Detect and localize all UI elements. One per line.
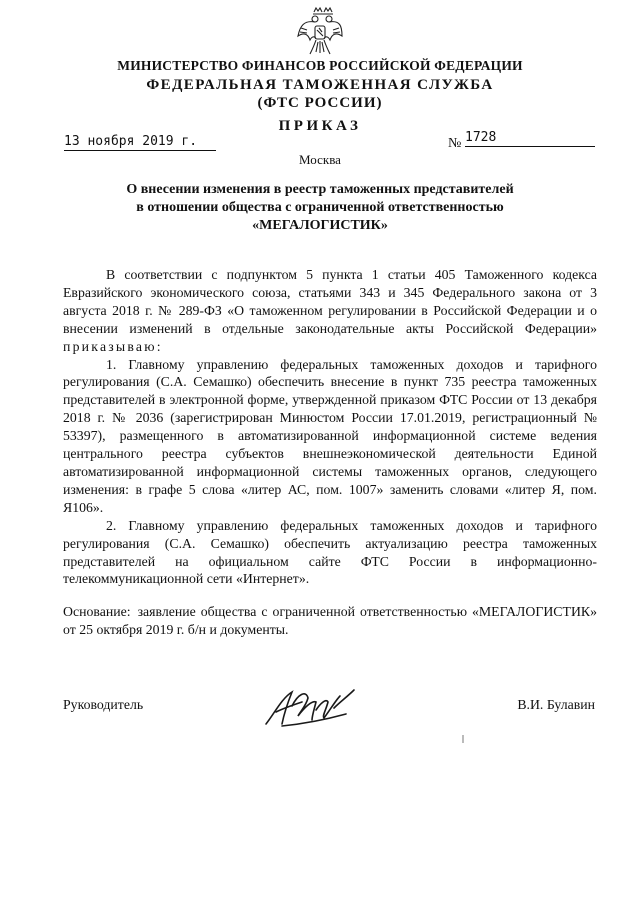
russian-coat-of-arms-icon	[296, 6, 344, 56]
title-line-2: в отношении общества с ограниченной ответственностью	[136, 200, 504, 215]
ministry-name: МИНИСТЕРСТВО ФИНАНСОВ РОССИЙСКОЙ ФЕДЕРАЦИИ	[117, 58, 523, 73]
intro-paragraph	[63, 266, 597, 356]
scan-mark	[462, 735, 464, 743]
signatory-role: Руководитель	[63, 697, 144, 712]
document-body	[63, 266, 597, 588]
document-type: ПРИКАЗ	[278, 118, 362, 134]
city: Москва	[299, 152, 341, 167]
intro-text: В соответствии с подпунктом 5 пункта 1 статьи 405 Таможенного кодекса Евразийского экономического союза, статьями 343 и 345 Федерального закона от 3 августа 2018 г. № 289-ФЗ «О таможенном регулировании в Российской Федерации и о внесении изменений в отдельные законодательные акты Российской Федерации»	[63, 267, 597, 336]
title-line-3: «МЕГАЛОГИСТИК»	[252, 218, 388, 233]
order-word: приказываю:	[63, 338, 163, 354]
basis-paragraph	[63, 603, 597, 639]
handwritten-signature-icon	[262, 684, 362, 730]
item-2: 2. Главному управлению федеральных таможенных доходов и тарифного регулирования (С.А. Семашко) обеспечить актуализацию реестра таможенных представителей на официальном сайте ФТС России в информационно-телекоммуникационной сети «Интернет».	[63, 517, 597, 587]
basis-text: заявление общества с ограниченной ответственностью «МЕГАЛОГИСТИК» от 25 октября 2019 г. б/н и документы.	[63, 604, 598, 637]
title-line-1: О внесении изменения в реестр таможенных представителей	[126, 182, 514, 197]
service-name: ФЕДЕРАЛЬНАЯ ТАМОЖЕННАЯ СЛУЖБА	[146, 77, 494, 93]
number-sign: №	[448, 136, 462, 151]
order-number: 1728	[465, 130, 595, 147]
service-abbreviation: (ФТС РОССИИ)	[257, 95, 383, 111]
basis-label: Основание:	[63, 604, 131, 619]
document-title	[60, 181, 580, 235]
item-1: 1. Главному управлению федеральных таможенных доходов и тарифного регулирования (С.А. Семашко) обеспечить внесение в пункт 735 реестра таможенных представителей в электронной форме, утвержденной приказом ФТС России от 13 декабря 2018 г. № 2036 (зарегистрирован Минюстом России 17.01.2019, регистрационный № 53397), размещенного в автоматизированной информационной системе ведения центрального реестра субъектов внешнеэкономической деятельности Единой автоматизированной информационной системы таможенных органов, следующего изменения: в графе 5 слова «литер АС, пом. 1007» заменить словами «литер Я, пом. Я106».	[63, 356, 597, 515]
order-date: 13 ноября 2019 г.	[64, 134, 216, 151]
signatory-name: В.И. Булавин	[517, 697, 595, 712]
